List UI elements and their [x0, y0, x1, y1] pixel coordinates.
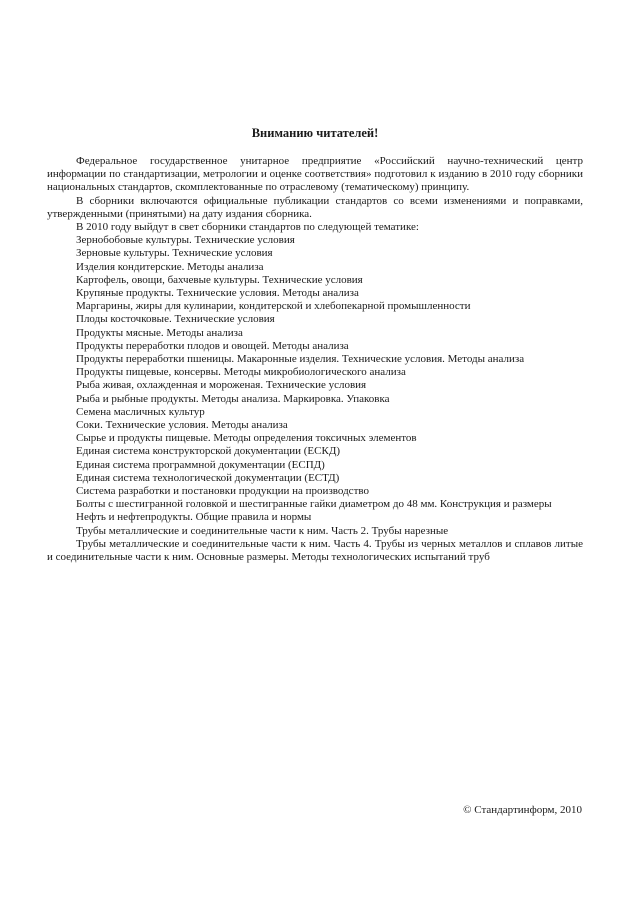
- topic-item: Изделия кондитерские. Методы анализа: [76, 260, 264, 273]
- topic-item: Трубы металлические и соединительные части к ним. Часть 4. Трубы из черных металлов и сплавов литые и соединительные части к ним. Основные размеры. Методы технологических испытаний труб: [47, 537, 583, 564]
- intro-paragraph: В 2010 году выйдут в свет сборники стандартов по следующей тематике:: [76, 221, 419, 234]
- topic-item: Единая система конструкторской документации (ЕСКД): [76, 445, 340, 458]
- topic-item: Семена масличных культур: [76, 405, 205, 418]
- topic-item: Продукты пищевые, консервы. Методы микробиологического анализа: [76, 366, 406, 379]
- topic-item: Продукты мясные. Методы анализа: [76, 326, 243, 339]
- topic-item: Зерновые культуры. Технические условия: [76, 247, 273, 260]
- topic-item: Рыба и рыбные продукты. Методы анализа. Маркировка. Упаковка: [76, 392, 390, 405]
- topic-item: Продукты переработки пшеницы. Макаронные изделия. Технические условия. Методы анализа: [76, 353, 525, 366]
- page-title: Вниманию читателей!: [251, 126, 379, 140]
- topic-item: Болты с шестигранной головкой и шестигранные гайки диаметром до 48 мм. Конструкция и размеры: [76, 498, 552, 511]
- topic-item: Картофель, овощи, бахчевые культуры. Технические условия: [76, 273, 363, 286]
- topic-item: Соки. Технические условия. Методы анализа: [76, 419, 288, 432]
- topic-item: Продукты переработки плодов и овощей. Методы анализа: [76, 339, 349, 352]
- topic-item: Нефть и нефтепродукты. Общие правила и нормы: [76, 511, 312, 524]
- topic-item: Рыба живая, охлажденная и мороженая. Технические условия: [76, 379, 367, 392]
- topic-item: Единая система технологической документации (ЕСТД): [76, 471, 340, 484]
- topic-item: Система разработки и постановки продукции на производство: [76, 485, 369, 498]
- topic-item: Плоды косточковые. Технические условия: [76, 313, 275, 326]
- body-text: [47, 155, 583, 564]
- topic-item: Маргарины, жиры для кулинарии, кондитерской и хлебопекарной промышленности: [76, 300, 471, 313]
- copyright-footer: © Стандартинформ, 2010: [463, 804, 582, 816]
- intro-paragraph: Федеральное государственное унитарное предприятие «Российский научно-технический центр информации по стандартизации, метрологии и оценке соответствия» подготовил к изданию в 2010 году сборники национальных стандартов, скомплектованные по отраслевому (тематическому) принципу.: [47, 155, 583, 194]
- topic-item: Зернобобовые культуры. Технические условия: [76, 234, 295, 247]
- topic-item: Крупяные продукты. Технические условия. Методы анализа: [76, 287, 359, 300]
- topic-item: Трубы металлические и соединительные части к ним. Часть 2. Трубы нарезные: [76, 524, 449, 537]
- topic-item: Единая система программной документации (ЕСПД): [76, 458, 325, 471]
- intro-paragraph: В сборники включаются официальные публикации стандартов со всеми изменениями и поправками, утвержденными (принятыми) на дату издания сборника.: [47, 194, 583, 220]
- topic-item: Сырье и продукты пищевые. Методы определения токсичных элементов: [76, 432, 417, 445]
